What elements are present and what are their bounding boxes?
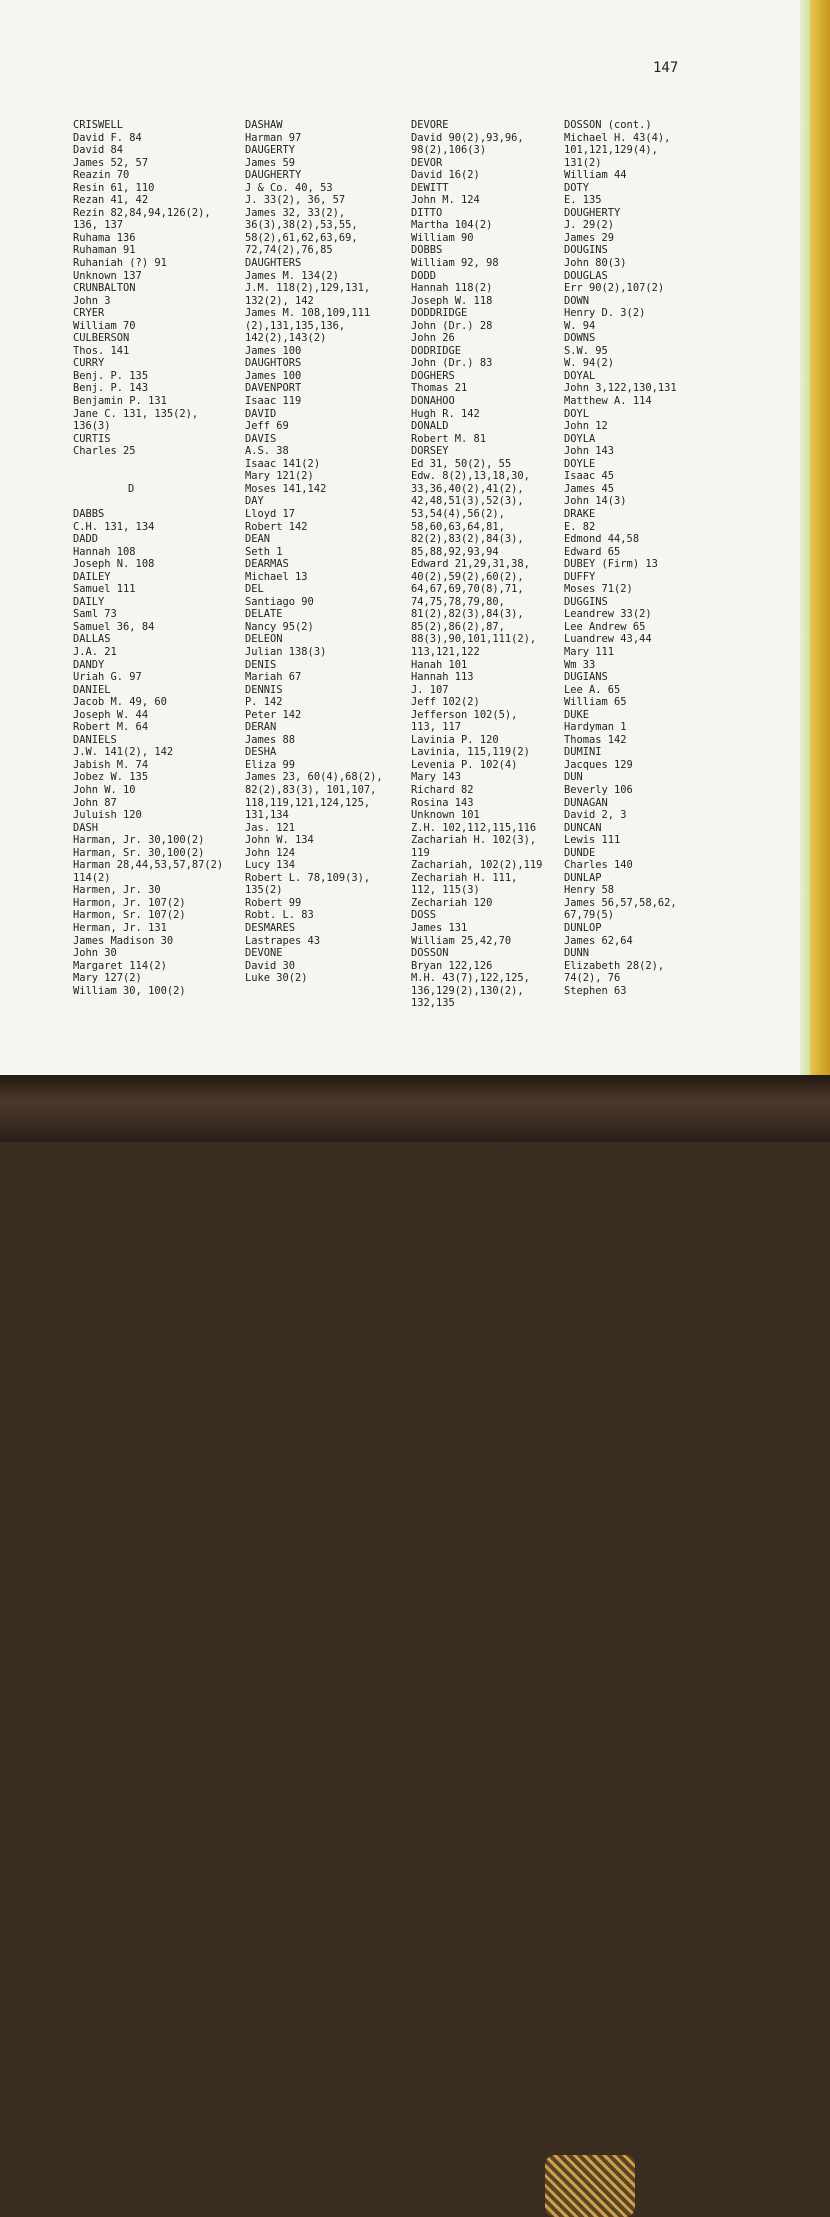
- surname-heading: DERAN: [245, 721, 277, 734]
- index-entry: Saml 73: [73, 608, 117, 621]
- index-entry: Robert M. 64: [73, 721, 149, 734]
- surname-heading: DASH: [73, 821, 99, 834]
- surname-heading: DRAKE: [564, 507, 596, 520]
- index-entry: Benj. P. 143: [73, 382, 149, 395]
- entry-continuation: 98(2),106(3): [411, 144, 487, 157]
- index-entry: Mariah 67: [245, 671, 302, 684]
- index-entry: Beverly 106: [564, 783, 633, 796]
- surname-heading: DUGGINS: [564, 595, 608, 608]
- index-entry: Peter 142: [245, 708, 302, 721]
- surname-heading: DAVID: [245, 407, 277, 420]
- surname-heading: CURTIS: [73, 432, 111, 445]
- index-entry: Martha 104(2): [411, 219, 493, 232]
- index-entry: Thomas 21: [411, 382, 468, 395]
- index-entry: 118,119,121,124,125,: [245, 796, 371, 809]
- surname-heading: DUNCAN: [564, 821, 602, 834]
- index-entry: C.H. 131, 134: [73, 520, 155, 533]
- index-entry: Lee Andrew 65: [564, 620, 646, 633]
- surname-heading: DORSEY: [411, 445, 449, 458]
- index-entry: James 131: [411, 922, 468, 934]
- index-entry: John M. 124: [411, 194, 480, 207]
- index-entry: Seth 1: [245, 545, 283, 558]
- surname-heading: CURRY: [73, 357, 105, 370]
- index-entry: James 59: [245, 156, 296, 169]
- surname-heading: DOUGINS: [564, 244, 608, 257]
- index-entry: J. 33(2), 36, 57: [245, 194, 346, 207]
- index-entry: Moses 71(2): [564, 583, 633, 596]
- page-edge-green: [800, 0, 810, 1075]
- index-entry: 114(2): [73, 871, 111, 884]
- surname-heading: DODD: [411, 269, 437, 282]
- surname-heading: DOUGHERTY: [564, 206, 621, 219]
- index-entry: David F. 84: [73, 131, 142, 144]
- index-column-4: [564, 119, 677, 997]
- index-entry: David 30: [245, 959, 296, 972]
- index-entry: 131,134: [245, 809, 289, 822]
- index-entry: Richard 82: [411, 783, 474, 796]
- index-entry: Charles 140: [564, 859, 633, 872]
- index-entry: Lastrapes 43: [245, 934, 321, 947]
- surname-heading: CRISWELL: [73, 119, 124, 131]
- index-entry: Hugh R. 142: [411, 407, 480, 420]
- index-entry: Harmon, Sr. 107(2): [73, 909, 186, 922]
- index-entry: Michael 13: [245, 570, 308, 583]
- surname-heading: DAUGERTY: [245, 144, 296, 157]
- index-entry: Ruhaniah (?) 91: [73, 257, 167, 270]
- surname-heading: DEAN: [245, 533, 271, 546]
- surname-heading: DUNLAP: [564, 871, 602, 884]
- index-entry: James 45: [564, 482, 615, 495]
- surname-heading: DANDY: [73, 658, 105, 671]
- entry-continuation: 74(2), 76: [564, 972, 621, 985]
- index-entry: Rosina 143: [411, 796, 474, 809]
- surname-heading: DONAHOO: [411, 395, 455, 408]
- surname-heading: DUN: [564, 771, 583, 784]
- index-entry: Edmond 44,58: [564, 533, 640, 546]
- entry-continuation: 58,60,63,64,81,: [411, 520, 505, 533]
- surname-heading: DEVORE: [411, 119, 449, 131]
- index-entry: Lavinia P. 120: [411, 733, 499, 746]
- entry-continuation: 131(2): [564, 156, 602, 169]
- index-entry: Unknown 101: [411, 809, 480, 822]
- index-entry: Lloyd 17: [245, 507, 296, 520]
- surname-heading: DANIELS: [73, 733, 117, 746]
- index-entry: E. 135: [564, 194, 602, 207]
- index-entry: David 84: [73, 144, 124, 157]
- index-entry: Jeff 69: [245, 420, 289, 433]
- index-entry: Edward 65: [564, 545, 621, 558]
- surname-heading: DUFFY: [564, 570, 596, 583]
- index-entry: Ed 31, 50(2), 55: [411, 457, 512, 470]
- blank-line: [73, 458, 223, 471]
- index-entry: W. 94(2): [564, 357, 615, 370]
- index-entry: Santiago 90: [245, 595, 314, 608]
- index-entry: Lewis 111: [564, 834, 621, 847]
- index-entry: James Madison 30: [73, 934, 174, 947]
- surname-heading: CULBERSON: [73, 332, 130, 345]
- index-entry: John 80(3): [564, 257, 627, 270]
- surname-heading: DOSS: [411, 909, 437, 922]
- entry-continuation: 42,48,51(3),52(3),: [411, 495, 524, 508]
- index-entry: Thomas 142: [564, 733, 627, 746]
- index-entry: Robt. L. 83: [245, 909, 314, 922]
- surname-heading: CRYER: [73, 307, 105, 320]
- book-page: [0, 0, 800, 1075]
- entry-continuation: 85,88,92,93,94: [411, 545, 499, 558]
- index-entry: Hardyman 1: [564, 721, 627, 734]
- index-entry: Lee A. 65: [564, 683, 621, 696]
- index-entry: Mary 111: [564, 645, 615, 658]
- surname-heading: DOBBS: [411, 244, 443, 257]
- surname-heading: DOWN: [564, 294, 590, 307]
- index-entry: John 124: [245, 846, 296, 859]
- surname-heading: DEWITT: [411, 181, 449, 194]
- index-entry: Leandrew 33(2): [564, 608, 652, 621]
- surname-heading: DEL: [245, 583, 264, 596]
- index-entry: William 90: [411, 231, 474, 244]
- blank-line: [73, 495, 223, 508]
- entry-continuation: 132(2), 142: [245, 294, 314, 307]
- entry-continuation: 112, 115(3): [411, 884, 480, 897]
- index-entry: J.A. 21: [73, 645, 117, 658]
- index-entry: Edw. 8(2),13,18,30,: [411, 470, 530, 483]
- index-entry: W. 94: [564, 319, 596, 332]
- index-entry: William 44: [564, 169, 627, 182]
- surname-heading: DAUGHTORS: [245, 357, 302, 370]
- surname-heading: DAUGHTERS: [245, 257, 302, 270]
- index-entry: Lavinia, 115,119(2): [411, 746, 530, 759]
- index-entry: Eliza 99: [245, 758, 296, 771]
- index-entry: J. 29(2): [564, 219, 615, 232]
- entry-continuation: 67,79(5): [564, 909, 615, 922]
- index-entry: Jacques 129: [564, 758, 633, 771]
- surname-heading: DOSSON (cont.): [564, 119, 652, 131]
- surname-heading: DOYLE: [564, 457, 596, 470]
- entry-continuation: 74,75,78,79,80,: [411, 595, 505, 608]
- index-entry: John W. 10: [73, 783, 136, 796]
- index-entry: Hannah 108: [73, 545, 136, 558]
- index-entry: William 65: [564, 696, 627, 709]
- index-entry: Rezan 41, 42: [73, 194, 149, 207]
- entry-continuation: 136, 137: [73, 219, 124, 232]
- index-entry: J & Co. 40, 53: [245, 181, 333, 194]
- index-entry: Err 90(2),107(2): [564, 282, 665, 295]
- index-entry: Edward 21,29,31,38,: [411, 558, 530, 571]
- index-entry: Moses 141,142: [245, 482, 327, 495]
- surname-heading: DUGIANS: [564, 671, 608, 684]
- surname-heading: DENNIS: [245, 683, 283, 696]
- surname-heading: DUBEY (Firm) 13: [564, 558, 658, 571]
- surname-heading: DUKE: [564, 708, 590, 721]
- index-entry: Hannah 118(2): [411, 282, 493, 295]
- index-entry: John W. 134: [245, 834, 314, 847]
- index-entry: Robert 99: [245, 896, 302, 909]
- entry-continuation: 81(2),82(3),84(3),: [411, 608, 524, 621]
- index-entry: Julian 138(3): [245, 645, 327, 658]
- index-entry: Uriah G. 97: [73, 671, 142, 684]
- entry-continuation: 142(2),143(2): [245, 332, 327, 345]
- index-entry: Herman, Jr. 131: [73, 922, 167, 934]
- index-entry: Elizabeth 28(2),: [564, 959, 665, 972]
- surname-heading: DAILEY: [73, 570, 111, 583]
- surname-heading: DOYAL: [564, 369, 596, 382]
- index-entry: Harman, Sr. 30,100(2): [73, 846, 205, 859]
- index-entry: James M. 108,109,111: [245, 307, 371, 320]
- index-entry: James 88: [245, 733, 296, 746]
- surname-heading: DESHA: [245, 746, 277, 759]
- index-entry: M.H. 43(7),122,125,: [411, 972, 530, 985]
- index-entry: Robert L. 78,109(3),: [245, 871, 371, 884]
- surname-heading: DAILY: [73, 595, 105, 608]
- index-entry: John 26: [411, 332, 455, 345]
- index-entry: Bryan 122,126: [411, 959, 493, 972]
- index-entry: Charles 25: [73, 445, 136, 458]
- surname-heading: DEVONE: [245, 947, 283, 960]
- entry-continuation: 40(2),59(2),60(2),: [411, 570, 524, 583]
- index-entry: James 52, 57: [73, 156, 149, 169]
- index-entry: Jabish M. 74: [73, 758, 149, 771]
- index-entry: P. 142: [245, 696, 283, 709]
- index-entry: Lucy 134: [245, 859, 296, 872]
- entry-continuation: 135(2): [245, 884, 283, 897]
- entry-continuation: 113,121,122: [411, 645, 480, 658]
- index-entry: Hanah 101: [411, 658, 468, 671]
- index-entry: Zechariah 120: [411, 896, 493, 909]
- index-entry: Isaac 119: [245, 395, 302, 408]
- entry-continuation: 88(3),90,101,111(2),: [411, 633, 537, 646]
- entry-continuation: 136(3): [73, 420, 111, 433]
- entry-continuation: 119: [411, 846, 430, 859]
- surname-heading: DUNAGAN: [564, 796, 608, 809]
- page-edge-gold: [810, 0, 830, 1075]
- surname-heading: DAY: [245, 495, 264, 508]
- index-column-3: [411, 119, 542, 1010]
- surname-heading: CRUNBALTON: [73, 282, 136, 295]
- surname-heading: DUMINI: [564, 746, 602, 759]
- index-entry: William 25,42,70: [411, 934, 512, 947]
- index-entry: Ruhama 136: [73, 231, 136, 244]
- surname-heading: DOWNS: [564, 332, 596, 345]
- index-entry: Matthew A. 114: [564, 395, 652, 408]
- index-entry: David 2, 3: [564, 809, 627, 822]
- index-entry: Luandrew 43,44: [564, 633, 652, 646]
- entry-continuation: 36(3),38(2),53,55,: [245, 219, 358, 232]
- entry-continuation: 72,74(2),76,85: [245, 244, 333, 257]
- index-entry: Unknown 137: [73, 269, 142, 282]
- surname-heading: DEARMAS: [245, 558, 289, 571]
- index-entry: Benj. P. 135: [73, 369, 149, 382]
- surname-heading: DELATE: [245, 608, 283, 621]
- index-entry: John (Dr.) 83: [411, 357, 493, 370]
- index-entry: Z.H. 102,112,115,116: [411, 821, 537, 834]
- surname-heading: DONALD: [411, 420, 449, 433]
- index-entry: Stephen 63: [564, 984, 627, 997]
- entry-continuation: 101,121,129(4),: [564, 144, 658, 157]
- index-entry: Robert 142: [245, 520, 308, 533]
- surname-heading: DASHAW: [245, 119, 283, 131]
- surname-heading: DITTO: [411, 206, 443, 219]
- index-entry: James M. 134(2): [245, 269, 339, 282]
- index-entry: Samuel 36, 84: [73, 620, 155, 633]
- index-entry: J.M. 118(2),129,131,: [245, 282, 371, 295]
- index-entry: Hannah 113: [411, 671, 474, 684]
- index-entry: John 87: [73, 796, 117, 809]
- index-entry: John 143: [564, 445, 615, 458]
- index-entry: Mary 121(2): [245, 470, 314, 483]
- index-entry: Harmon, Jr. 107(2): [73, 896, 186, 909]
- surname-heading: DALLAS: [73, 633, 111, 646]
- index-entry: William 70: [73, 319, 136, 332]
- surname-heading: DESMARES: [245, 922, 296, 934]
- index-entry: 82(2),83(3), 101,107,: [245, 783, 377, 796]
- entry-continuation: (2),131,135,136,: [245, 319, 346, 332]
- index-entry: James 29: [564, 231, 615, 244]
- index-entry: James 100: [245, 344, 302, 357]
- index-entry: Jobez W. 135: [73, 771, 149, 784]
- entry-continuation: 53,54(4),56(2),: [411, 507, 505, 520]
- surname-heading: DAVIS: [245, 432, 277, 445]
- entry-continuation: 113, 117: [411, 721, 462, 734]
- index-entry: Benjamin P. 131: [73, 395, 167, 408]
- index-entry: James 62,64: [564, 934, 633, 947]
- index-column-1: [73, 119, 223, 997]
- index-entry: E. 82: [564, 520, 596, 533]
- book-binding: [0, 1075, 830, 1142]
- index-entry: Henry D. 3(2): [564, 307, 646, 320]
- surname-heading: DUNN: [564, 947, 590, 960]
- index-entry: Isaac 141(2): [245, 457, 321, 470]
- entry-continuation: 33,36,40(2),41(2),: [411, 482, 524, 495]
- index-entry: John (Dr.) 28: [411, 319, 493, 332]
- index-entry: Thos. 141: [73, 344, 130, 357]
- index-entry: Juluish 120: [73, 809, 142, 822]
- index-entry: Wm 33: [564, 658, 596, 671]
- surname-heading: DUNDE: [564, 846, 596, 859]
- surname-heading: DOYLA: [564, 432, 596, 445]
- index-entry: John 3: [73, 294, 111, 307]
- surname-heading: DODDRIDGE: [411, 307, 468, 320]
- surname-heading: DABBS: [73, 507, 105, 520]
- index-entry: David 16(2): [411, 169, 480, 182]
- index-entry: John 30: [73, 947, 117, 960]
- index-entry: Joseph N. 108: [73, 558, 155, 571]
- binding-ornament: [545, 2155, 635, 2217]
- index-entry: Margaret 114(2): [73, 959, 167, 972]
- index-entry: William 30, 100(2): [73, 984, 186, 997]
- index-entry: Mary 127(2): [73, 972, 142, 985]
- page-number: 147: [653, 60, 679, 76]
- surname-heading: DEVOR: [411, 156, 443, 169]
- index-entry: Jas. 121: [245, 821, 296, 834]
- index-entry: James 56,57,58,62,: [564, 896, 677, 909]
- index-entry: Jefferson 102(5),: [411, 708, 518, 721]
- surname-heading: DOTY: [564, 181, 590, 194]
- index-entry: S.W. 95: [564, 344, 608, 357]
- section-letter: D: [128, 482, 135, 495]
- index-entry: Harman, Jr. 30,100(2): [73, 834, 205, 847]
- index-entry: Isaac 45: [564, 470, 615, 483]
- entry-continuation: 132,135: [411, 997, 455, 1010]
- surname-heading: DENIS: [245, 658, 277, 671]
- blank-line: [73, 470, 223, 483]
- surname-heading: DAUGHERTY: [245, 169, 302, 182]
- index-entry: Nancy 95(2): [245, 620, 314, 633]
- surname-heading: DOGHERS: [411, 369, 455, 382]
- index-entry: Zachariah, 102(2),119: [411, 859, 543, 872]
- index-entry: Harman 28,44,53,57,87(2): [73, 859, 224, 872]
- index-entry: James 23, 60(4),68(2),: [245, 771, 383, 784]
- index-entry: David 90(2),93,96,: [411, 131, 524, 144]
- index-entry: A.S. 38: [245, 445, 289, 458]
- index-entry: Rezin 82,84,94,126(2),: [73, 206, 211, 219]
- index-entry: Zechariah H. 111,: [411, 871, 518, 884]
- index-entry: John 3,122,130,131: [564, 382, 677, 395]
- surname-heading: DADD: [73, 533, 99, 546]
- index-entry: Michael H. 43(4),: [564, 131, 671, 144]
- index-entry: Resin 61, 110: [73, 181, 155, 194]
- entry-continuation: 136,129(2),130(2),: [411, 984, 524, 997]
- entry-continuation: 85(2),86(2),87,: [411, 620, 505, 633]
- surname-heading: DUNLOP: [564, 922, 602, 934]
- index-entry: J. 107: [411, 683, 449, 696]
- surname-heading: DOSSON: [411, 947, 449, 960]
- index-entry: Mary 143: [411, 771, 462, 784]
- index-entry: Samuel 111: [73, 583, 136, 596]
- index-column-2: [245, 119, 383, 985]
- entry-continuation: 58(2),61,62,63,69,: [245, 231, 358, 244]
- index-entry: Henry 58: [564, 884, 615, 897]
- surname-heading: DANIEL: [73, 683, 111, 696]
- index-entry: Harman 97: [245, 131, 302, 144]
- entry-continuation: 82(2),83(2),84(3),: [411, 533, 524, 546]
- index-entry: Joseph W. 44: [73, 708, 149, 721]
- surname-heading: DOUGLAS: [564, 269, 608, 282]
- index-entry: Reazin 70: [73, 169, 130, 182]
- index-entry: Jeff 102(2): [411, 696, 480, 709]
- entry-continuation: 64,67,69,70(8),71,: [411, 583, 524, 596]
- index-entry: John 12: [564, 420, 608, 433]
- surname-heading: DAVENPORT: [245, 382, 302, 395]
- index-entry: Harmen, Jr. 30: [73, 884, 161, 897]
- index-entry: Zachariah H. 102(3),: [411, 834, 537, 847]
- surname-heading: DELEON: [245, 633, 283, 646]
- index-entry: Robert M. 81: [411, 432, 487, 445]
- surname-heading: DOYL: [564, 407, 590, 420]
- index-entry: John 14(3): [564, 495, 627, 508]
- index-entry: Joseph W. 118: [411, 294, 493, 307]
- index-entry: Jane C. 131, 135(2),: [73, 407, 199, 420]
- index-entry: James 100: [245, 369, 302, 382]
- index-entry: J.W. 141(2), 142: [73, 746, 174, 759]
- index-entry: Jacob M. 49, 60: [73, 696, 167, 709]
- index-entry: Levenia P. 102(4): [411, 758, 518, 771]
- index-entry: James 32, 33(2),: [245, 206, 346, 219]
- index-entry: William 92, 98: [411, 257, 499, 270]
- index-entry: Luke 30(2): [245, 972, 308, 985]
- index-entry: Ruhaman 91: [73, 244, 136, 257]
- surname-heading: DODRIDGE: [411, 344, 462, 357]
